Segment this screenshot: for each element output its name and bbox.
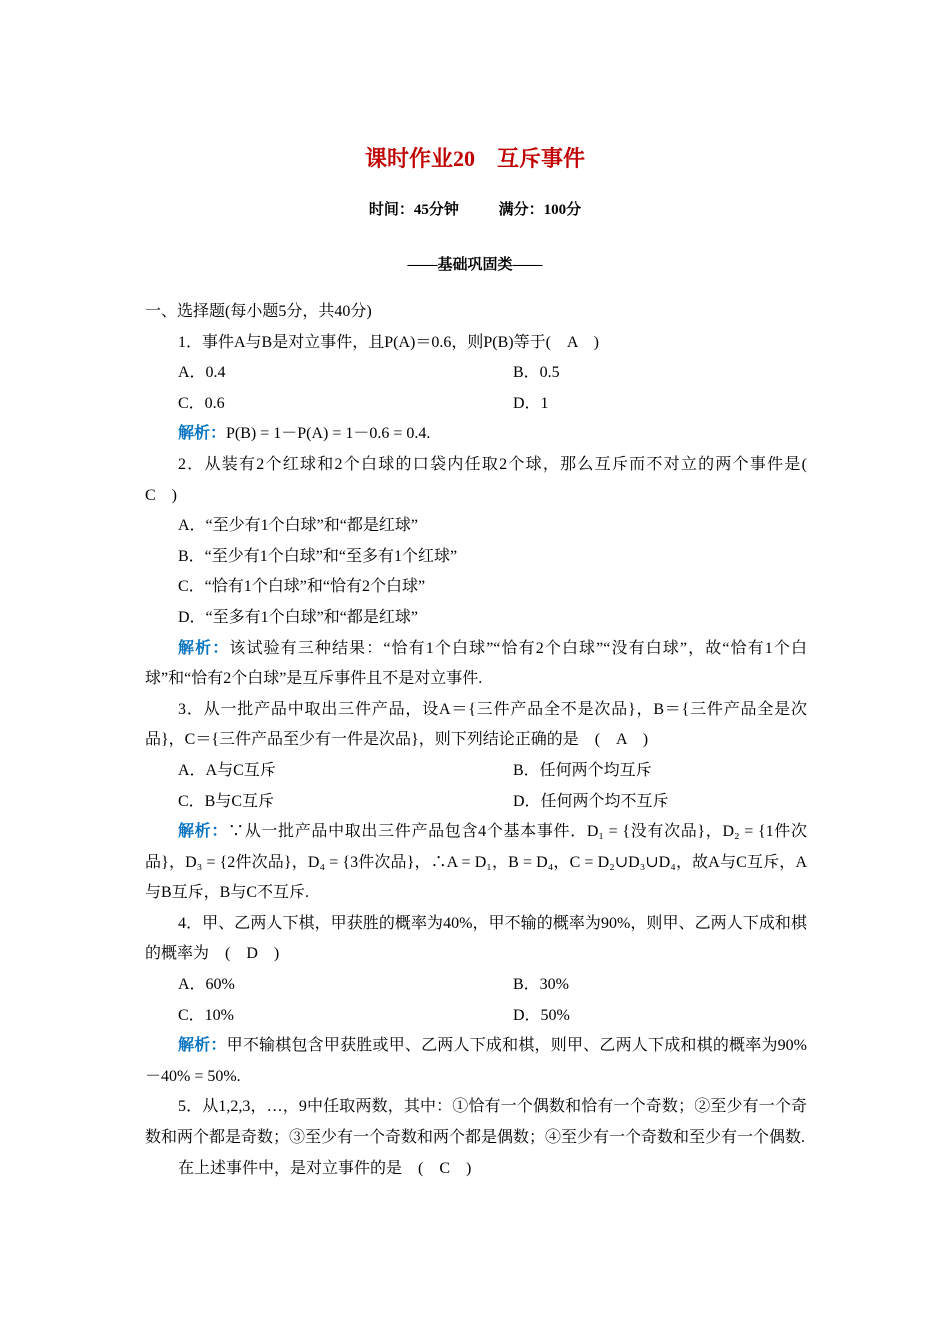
question-4-option-c: C．10% xyxy=(178,1006,235,1024)
question-3-option-a: A．A与C互斥 xyxy=(178,761,276,779)
question-4-options-row2 xyxy=(145,1001,807,1032)
question-2-option-d: D．“至多有1个白球”和“都是红球” xyxy=(178,608,418,626)
solution-text: 该试验有三种结果：“恰有1个白球”“恰有2个白球”“没有白球”，故“恰有1个白球”和“恰有2个白球”是互斥事件且不是对立事件. xyxy=(145,639,807,688)
time-limit: 时间：45分钟 xyxy=(368,202,459,218)
question-5-followup: 在上述事件中，是对立事件的是 ( C ) xyxy=(178,1159,472,1177)
question-1-option-a: A．0.4 xyxy=(178,364,226,382)
question-3-options-row1 xyxy=(145,756,807,787)
question-2-option-c: C．“恰有1个白球”和“恰有2个白球” xyxy=(178,578,426,596)
full-score: 满分：100分 xyxy=(498,202,582,218)
section-heading: ——基础巩固类—— xyxy=(407,257,543,273)
question-1-stem: 1．事件A与B是对立事件，且P(A)＝0.6，则P(B)等于( A ) xyxy=(178,333,599,351)
question-3-option-c: C．B与C互斥 xyxy=(178,792,275,810)
question-5-stem: 5．从1,2,3，…，9中任取两数，其中：①恰有一个偶数和恰有一个奇数；②至少有一个奇数和两个都是奇数；③至少有一个奇数和两个都是偶数；④至少有一个奇数和至少有一个偶数. xyxy=(145,1098,807,1147)
solution-label: 解析： xyxy=(178,823,229,841)
page-title: 课时作业20 互斥事件 xyxy=(364,146,585,171)
question-3-options-row2 xyxy=(145,787,807,818)
solution-label: 解析： xyxy=(178,639,230,657)
question-4-option-d: D．50% xyxy=(513,1006,570,1024)
question-4-solution xyxy=(145,1031,807,1092)
solution-label: 解析： xyxy=(178,425,227,443)
question-1-option-d: D．1 xyxy=(513,394,549,412)
question-3-stem: 3．从一批产品中取出三件产品，设A＝{三件产品全不是次品}，B＝{三件产品全是次品}，C＝{三件产品至少有一件是次品}，则下列结论正确的是 ( A ) xyxy=(145,700,807,749)
question-2-option-a: A．“至少有1个白球”和“都是红球” xyxy=(178,517,418,535)
question-1-options-row1 xyxy=(145,358,807,389)
question-2-solution xyxy=(145,634,807,695)
question-4-stem: 4．甲、乙两人下棋，甲获胜的概率为40%，甲不输的概率为90%，则甲、乙两人下成和棋的概率为 ( D ) xyxy=(145,914,807,963)
solution-text: ∵从一批产品中取出三件产品包含4个基本事件．D₁ = {没有次品}，D₂ = {1件次品}，D₃ = {2件次品}，D₄ = {3件次品}，∴A = D₁，B = D₄，C = D₂∪D₃∪D₄，故A与C互斥，A与B互斥，B与C不互斥. xyxy=(145,823,807,902)
question-1-options-row2 xyxy=(145,389,807,420)
question-3-option-b: B．任何两个均互斥 xyxy=(513,761,652,779)
exam-meta xyxy=(0,198,950,219)
question-1-option-b: B．0.5 xyxy=(513,364,560,382)
question-1-option-c: C．0.6 xyxy=(178,394,225,412)
solution-label: 解析： xyxy=(178,1037,227,1055)
question-body xyxy=(145,297,824,1184)
question-3-option-d: D．任何两个均不互斥 xyxy=(513,792,669,810)
solution-text: P(B) = 1－P(A) = 1－0.6 = 0.4. xyxy=(226,425,431,443)
question-2-stem: 2．从装有2个红球和2个白球的口袋内任取2个球，那么互斥而不对立的两个事件是( C ) xyxy=(145,455,824,504)
solution-text: 甲不输棋包含甲获胜或甲、乙两人下成和棋，则甲、乙两人下成和棋的概率为90%－40% = 50%. xyxy=(145,1037,807,1085)
part-heading: 一、选择题(每小题5分，共40分) xyxy=(145,303,372,320)
question-4-option-b: B．30% xyxy=(513,976,570,994)
question-4-option-a: A．60% xyxy=(178,976,235,994)
question-1-solution xyxy=(145,419,807,450)
question-4-options-row1 xyxy=(145,970,807,1001)
question-2-option-b: B．“至少有1个白球”和“至多有1个红球” xyxy=(178,547,458,565)
question-3-solution xyxy=(145,817,807,909)
